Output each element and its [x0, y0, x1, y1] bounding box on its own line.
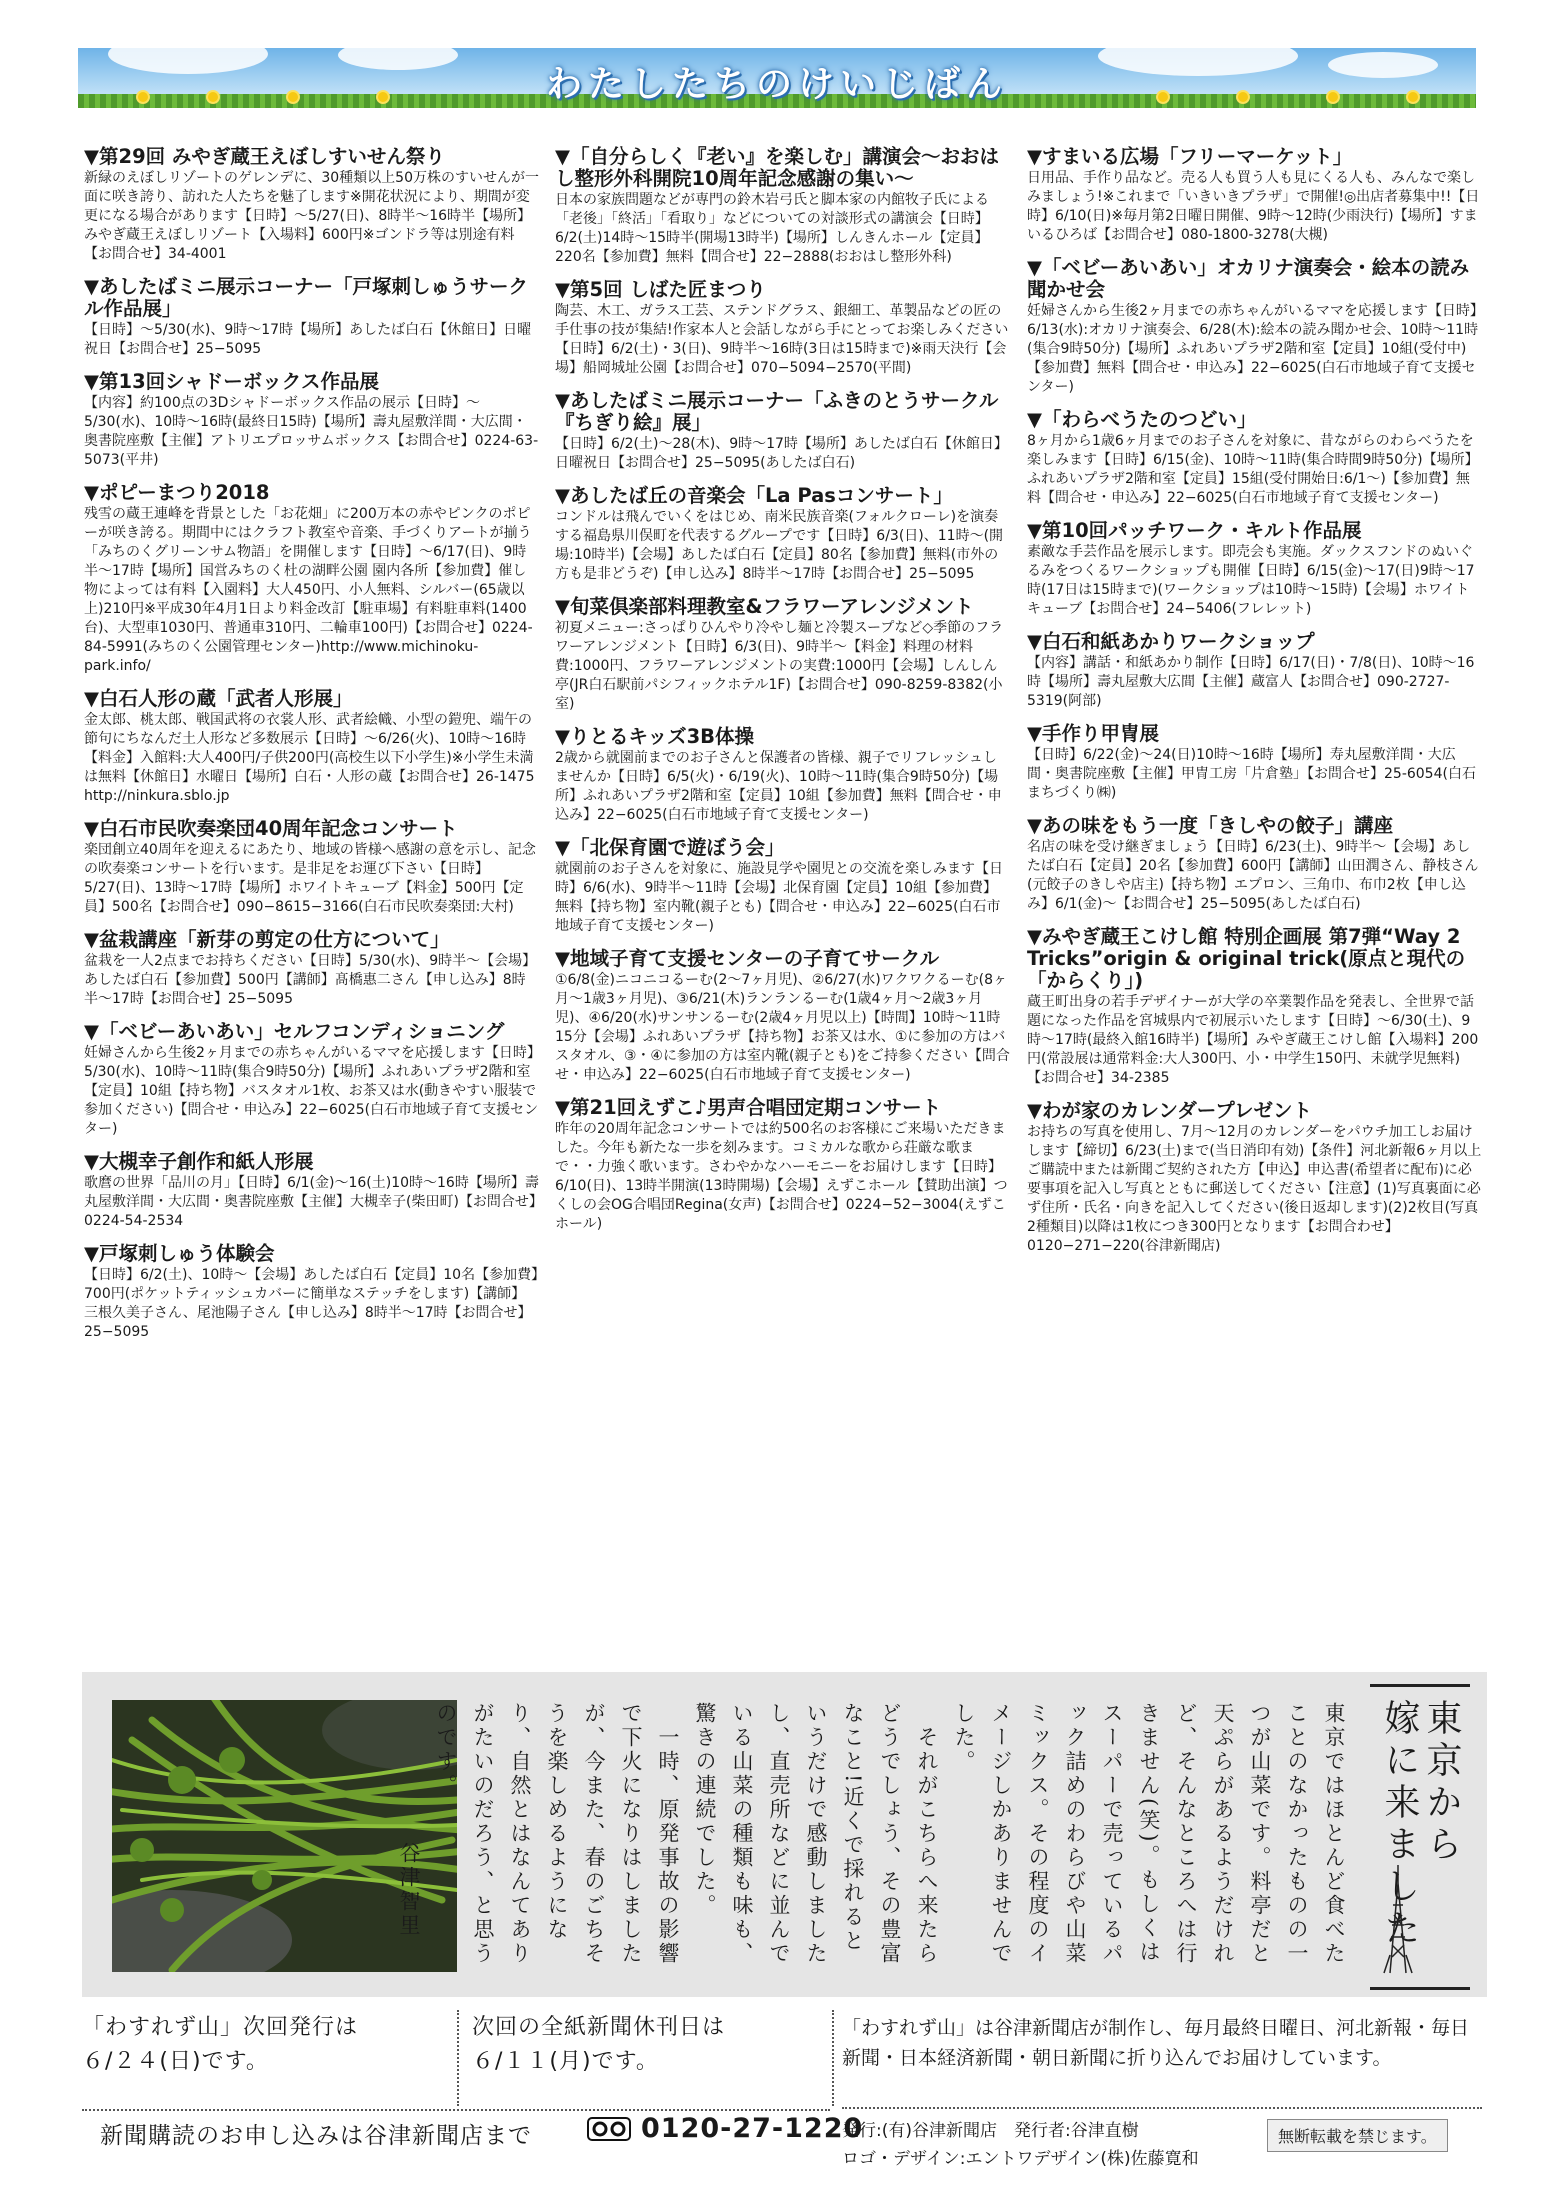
event-details: 盆栽を一人2点までお持ちください【日時】5/30(水)、9時半〜【会場】あしたば白石【参加費】500円【講師】髙橋惠二さん【申し込み】8時半〜17時【お問合せ】25−5095: [84, 953, 537, 1007]
event-item: [84, 929, 539, 1009]
event-title: ▼戸塚刺しゅう体験会: [84, 1242, 275, 1265]
essay-title-frame: [1370, 1684, 1470, 1990]
event-item: [555, 837, 1010, 936]
event-details: お持ちの写真を使用し、7月〜12月のカレンダーをパウチ加工しお届けします【締切】6/23(土)まで(当日消印有効)【条件】河北新報6ヶ月以上ご購読中または新聞ご契約された方【申込】申込書(希望者に配布)に必要事項を記入し写真とともに郵送してください【注意】(1)写真裏面に必ず住所・氏名・向きを記入してください(後日返却します)(2)2枚目(写真2種類目)以降は1枚につき300円となります【お問合わせ】0120−271−220(谷津新聞店): [1027, 1124, 1482, 1254]
event-title: ▼大槻幸子創作和紙人形展: [84, 1150, 314, 1173]
event-title: ▼あしたばミニ展示コーナー「戸塚刺しゅうサークル作品展」: [84, 275, 528, 320]
event-item: [84, 1243, 539, 1342]
event-item: [1027, 926, 1482, 1088]
event-title: ▼あしたば丘の音楽会「La Pasコンサート」: [555, 484, 953, 507]
event-details: 歌麿の世界「品川の月」【日時】6/1(金)〜16(土)10時〜16時【場所】壽丸屋敷洋間・大広間・奥書院座敷【主催】大槻幸子(柴田町)【お問合せ】0224-54-2534: [84, 1175, 539, 1229]
event-details: 初夏メニュー:さっぱりひんやり冷やし麺と冷製スープなど◇季節のフラワーアレンジメント【日時】6/3(日)、9時半〜【料金】料理の材料費:1000円、フラワーアレンジメントの実費:1000円【会場】しんしん亭(JR白石駅前パシフィックホテル1F)【お問合せ】090-8259-8382(小室): [555, 620, 1004, 712]
essay-author: 谷津智里: [397, 1842, 421, 1938]
event-details: 【日時】6/2(土)、10時〜【会場】あしたば白石【定員】10名【参加費】700円(ポケットティッシュカバーに簡単なステッチをします)【講師】三根久美子さん、尾池陽子さん【申し込み】8時半〜17時【お問合せ】25−5095: [84, 1267, 539, 1340]
phone-number[interactable]: 0120-27-1220: [641, 2113, 864, 2144]
event-title: ▼「わらべうたのつどい」: [1027, 408, 1257, 431]
essay-title: 東京から 嫁に来ました: [1379, 1699, 1462, 1951]
event-title: ▼りとるキッズ3B体操: [555, 725, 755, 748]
essay-paragraphs: 東京ではほとんど食べたことのなかったものの一つが山菜です。料亭だと天ぷらがあるようだけれど、そんなところへは行きません(笑)。もしくはスーパーで売っているパック詰めのわらびや山菜ミックス。その程度のイメージしかありませんでした。 それがこちらへ来たらどうでしょう、その豊富なこと!近くで採れるというだけで感動しましたし、直売所などに並んでいる山菜の種類も味も、驚きの連続でした。 一時、原発事故の影響で下火になりはしましたが、今また、春のごちそうを楽しめるようになり、自然とはなんてありがたいのだろう、と思うのです。: [434, 1702, 1346, 1966]
event-title: ▼白石和紙あかりワークショップ: [1027, 630, 1315, 653]
event-details: 名店の味を受け継ぎましょう【日時】6/23(土)、9時半〜【会場】あしたば白石【定員】20名【参加費】600円【講師】山田潤さん、静枝さん(元餃子のきしや店主)【持ち物】エプロン、三角巾、布巾2枚【申し込み】6/1(金)〜【お問合せ】25−5095(あしたば白石): [1027, 839, 1479, 912]
event-item: [1027, 815, 1482, 914]
event-item: [1027, 631, 1482, 711]
event-details: 新緑のえぼしリゾートのゲレンデに、30種類以上50万株のすいせんが一面に咲き誇り、訪れた人たちを魅了します※開花状況により、期間が変更になる場合があります【日時】〜5/27(日)、8時半〜16時半【場所】みやぎ蔵王えぼしリゾート【入場料】600円※ゴンドラ等は別途有料【お問合せ】34-4001: [84, 170, 539, 262]
event-title: ▼第5回 しばた匠まつり: [555, 278, 766, 301]
event-title: ▼あしたばミニ展示コーナー「ふきのとうサークル『ちぎり絵』展」: [555, 389, 999, 434]
event-item: [555, 596, 1010, 714]
event-title: ▼白石市民吹奏楽団40周年記念コンサート: [84, 817, 458, 840]
event-item: [1027, 257, 1482, 397]
event-details: 陶芸、木工、ガラス工芸、ステンドグラス、銀細工、革製品などの匠の手仕事の技が集結!作家本人と会話しながら手にとってお楽しみください【日時】6/2(土)・3(日)、9時半〜16時(3日は15時まで)※雨天決行【会場】船岡城址公園【お問合せ】070−5094−2570(平間): [555, 303, 1009, 376]
event-title: ▼「自分らしく『老い』を楽しむ」講演会〜おおはし整形外科開院10周年記念感謝の集い〜: [555, 145, 999, 190]
event-item: [84, 818, 539, 917]
about-text: 「わすれず山」は谷津新聞店が制作し、毎月最終日曜日、河北新報・毎日新聞・日本経済新聞・朝日新聞に折り込んでお届けしています。: [842, 2017, 1470, 2069]
event-item: [555, 146, 1010, 267]
event-item: [555, 390, 1010, 473]
event-title: ▼「ベビーあいあい」セルフコンディショニング: [84, 1020, 505, 1043]
publisher-credits: 発行:(有)谷津新聞店 発行者:谷津直樹 ロゴ・デザイン:エントワデザイン(株)佐藤寛和: [842, 2121, 1199, 2169]
event-title: ▼「ベビーあいあい」オカリナ演奏会・絵本の読み聞かせ会: [1027, 256, 1470, 301]
event-item: [84, 482, 539, 676]
next-issue-info: 「わすれず山」次回発行は ６/２４(日)です。: [82, 2015, 359, 2074]
event-details: 【日時】6/2(土)〜28(木)、9時〜17時【場所】あしたば白石【休館日】日曜祝日【お問合せ】25−5095(あしたば白石): [555, 436, 1008, 471]
subscribe-text: 新聞購読のお申し込みは谷津新聞店まで: [100, 2123, 532, 2149]
footer-divider: [457, 2010, 459, 2106]
event-column-3: [1027, 146, 1482, 1268]
event-title: ▼第29回 みやぎ蔵王えぼしすいせん祭り: [84, 145, 445, 168]
event-column-2: [555, 146, 1010, 1246]
event-title: ▼盆栽講座「新芽の剪定の仕方について」: [84, 928, 450, 951]
event-details: 【内容】講話・和紙あかり制作【日時】6/17(日)・7/8(日)、10時〜16時【場所】壽丸屋敷大広間【主催】蔵富人【お問合せ】090-2727-5319(阿部): [1027, 655, 1475, 709]
footer: [82, 2005, 1487, 2170]
event-details: 日用品、手作り品など。売る人も買う人も見にくる人も、みんなで楽しみましょう!※これまで「いきいきプラザ」で開催!◎出店者募集中!!【日時】6/10(日)※毎月第2日曜日開催、9時〜12時(少雨決行)【場所】すまいるひろば【お問合せ】080-1800-3278(大槻): [1027, 170, 1480, 243]
event-details: 蔵王町出身の若手デザイナーが大学の卒業製作品を発表し、全世界で話題になった作品を宮城県内で初展示いたします【日時】〜6/30(土)、9時〜17時(最終入館16時半)【場所】みやぎ蔵王こけし館【入場料】200円(常設展は通常料金:大人300円、小・中学生150円、未就学児無料)【お問合せ】34-2385: [1027, 994, 1479, 1086]
event-details: 楽団創立40周年を迎えるにあたり、地域の皆様へ感謝の意を示し、記念の吹奏楽コンサートを行います。是非足をお運び下さい【日時】5/27(日)、13時〜17時【場所】ホワイトキューブ【料金】500円【定員】500名【お問合せ】090−8615−3166(白石市民吹奏楽団:大村): [84, 842, 536, 915]
event-details: 【日時】〜5/30(水)、9時〜17時【場所】あしたば白石【休館日】日曜祝日【お問合せ】25−5095: [84, 322, 532, 357]
event-details: 8ヶ月から1歳6ヶ月までのお子さんを対象に、昔ながらのわらべうたを楽しみます【日時】6/15(金)、10時〜11時(集合時間9時50分)【場所】ふれあいプラザ2階和室【定員】15組(受付開始日:6/1〜)【参加費】無料【問合せ・申込み】22−6025(白石市地域子育て支援センター): [1027, 433, 1479, 506]
event-item: [555, 279, 1010, 378]
event-details: 日本の家族問題などが専門の鈴木岩弓氏と脚本家の内館牧子氏による「老後」「終活」「看取り」などについての対談形式の講演会【日時】6/2(土)14時〜15時半(開場13時半)【場所】しんきんホール【定員】220名【参加費】無料【問合せ】22−2888(おおはし整形外科): [555, 192, 989, 265]
event-title: ▼旬菜倶楽部料理教室&フラワーアレンジメント: [555, 595, 974, 618]
event-title: ▼わが家のカレンダープレゼント: [1027, 1099, 1312, 1122]
event-item: [1027, 723, 1482, 803]
page-title: わたしたちのけいじばん: [545, 64, 1008, 105]
event-column-1: [84, 146, 539, 1354]
header-banner: [78, 48, 1476, 108]
phone-block: [587, 2113, 863, 2144]
event-item: [84, 146, 539, 264]
event-item: [1027, 1100, 1482, 1256]
event-item: [84, 1021, 539, 1139]
event-details: ①6/8(金)ニコニコるーむ(2〜7ヶ月児)、②6/27(水)ワクワクるーむ(8ヶ月〜1歳3ヶ月児)、③6/21(木)ランランるーむ(1歳4ヶ月〜2歳3ヶ月児)、④6/20(水)サンサンるーむ(2歳4ヶ月児以上)【時間】10時〜11時15分【会場】ふれあいプラザ【持ち物】お茶又は水、①に参加の方はバスタオル、③・④に参加の方は室内靴(親子とも)をご持参ください【問合せ・申込み】22−6025(白石市地域子育て支援センター): [555, 972, 1010, 1083]
event-item: [84, 371, 539, 470]
tokyo-tower-icon: [1378, 1865, 1418, 1975]
event-item: [555, 485, 1010, 584]
event-details: 昨年の20周年記念コンサートでは約500名のお客様にご来場いただきました。今年も新たな一歩を刻みます。コミカルな歌から荘厳な歌まで・・力強く歌います。さわやかなハーモニーをお届けします【日時】6/10(日)、13時半開演(13時開場)【会場】えずこホール【賛助出演】つくしの会OG合唱団Regina(女声)【お問合せ】0224−52−3004(えずこホール): [555, 1121, 1008, 1232]
event-item: [1027, 409, 1482, 508]
holiday-info: 次回の全紙新聞休刊日は ６/１１(月)です。: [472, 2015, 726, 2074]
event-title: ▼第13回シャドーボックス作品展: [84, 370, 380, 393]
event-item: [555, 1097, 1010, 1234]
event-title: ▼みやぎ蔵王こけし館 特別企画展 第7弾“Way 2 Tricks”origin & original trick(原点と現代の「からくり」): [1027, 925, 1466, 992]
footer-divider: [832, 2010, 834, 2106]
event-title: ▼すまいる広場「フリーマーケット」: [1027, 145, 1353, 168]
event-details: 素敵な手芸作品を展示します。即売会も実施。ダックスフンドのぬいぐるみをつくるワークショップも開催【日時】6/15(金)〜17(日)9時〜17時(17日は15時まで)(ワークショップは10時〜15時)【会場】ホワイトキューブ【お問合せ】24−5406(フレレット): [1027, 544, 1475, 617]
event-details: 就園前のお子さんを対象に、施設見学や園児との交流を楽しみます【日時】6/6(水)、9時半〜11時【会場】北保育園【定員】10組【参加費】無料【持ち物】室内靴(親子とも)【問合せ・申込み】22−6025(白石市地域子育て支援センター): [555, 861, 1003, 934]
event-title: ▼ポピーまつり2018: [84, 481, 270, 504]
event-item: [555, 948, 1010, 1085]
event-title: ▼第21回えずこ♪男声合唱団定期コンサート: [555, 1096, 942, 1119]
event-title: ▼「北保育園で遊ぼう会」: [555, 836, 785, 859]
footer-divider: [842, 2107, 1482, 2109]
copyright-notice: 無断転載を禁じます。: [1267, 2119, 1448, 2152]
event-details: 【日時】6/22(金)〜24(日)10時〜16時【場所】寿丸屋敷洋間・大広間・奥書院座敷【主催】甲冑工房「片倉塾」【お問合せ】25-6054(白石まちづくり㈱): [1027, 747, 1476, 801]
event-details: 2歳から就園前までのお子さんと保護者の皆様、親子でリフレッシュしませんか【日時】6/5(火)・6/19(火)、10時〜11時(集合9時50分)【場所】ふれあいプラザ2階和室【定員】10組【参加費】無料【問合せ・申込み】22−6025(白石市地域子育て支援センター): [555, 750, 1002, 823]
essay-section: [82, 1672, 1487, 1997]
event-details: 妊婦さんから生後2ヶ月までの赤ちゃんがいるママを応援します【日時】6/13(水):オカリナ演奏会、6/28(木):絵本の読み聞かせ会、10時〜11時(集合9時50分)【場所】ふれあいプラザ2階和室【定員】10組(受付中)【参加費】無料【問合せ・申込み】22−6025(白石市地域子育て支援センター): [1027, 303, 1479, 395]
event-item: [555, 726, 1010, 825]
event-item: [84, 1151, 539, 1231]
footer-divider: [82, 2109, 830, 2111]
event-details: 【内容】約100点の3Dシャドーボックス作品の展示【日時】〜5/30(水)、10時〜16時(最終日15時)【場所】壽丸屋敷洋間・大広間・奥書院座敷【主催】アトリエプロッサムボックス【お問合せ】0224-63-5073(平井): [84, 395, 539, 468]
event-item: [84, 688, 539, 806]
event-title: ▼手作り甲冑展: [1027, 722, 1159, 745]
event-item: [1027, 520, 1482, 619]
event-details: 金太郎、桃太郎、戦国武将の衣裳人形、武者絵幟、小型の鎧兜、端午の節句にちなんだ土人形など多数展示【日時】〜6/26(火)、10時〜16時【料金】入館料:大人400円/子供200円(高校生以下小学生)※小学生未満は無料【休館日】水曜日【場所】白石・人形の蔵【お問合せ】26-1475 http://ninkura.sblo.jp: [84, 712, 535, 804]
free-dial-icon: [587, 2117, 631, 2141]
event-title: ▼白石人形の蔵「武者人形展」: [84, 687, 353, 710]
event-item: [1027, 146, 1482, 245]
event-item: [84, 276, 539, 359]
event-title: ▼第10回パッチワーク・キルト作品展: [1027, 519, 1362, 542]
event-title: ▼あの味をもう一度「きしやの餃子」講座: [1027, 814, 1393, 837]
event-details: 妊婦さんから生後2ヶ月までの赤ちゃんがいるママを応援します【日時】5/30(水)、10時〜11時(集合9時50分)【場所】ふれあいプラザ2階和室【定員】10組【持ち物】バスタオル1枚、お茶又は水(動きやすい服装で参加ください)【問合せ・申込み】22−6025(白石市地域子育て支援センター): [84, 1045, 539, 1137]
event-details: コンドルは飛んでいくをはじめ、南米民族音楽(フォルクローレ)を演奏する福島県川俣町を代表するグループです【日時】6/3(日)、11時〜(開場:10時半)【会場】あしたば白石【定員】80名【参加費】無料(市外の方も是非どうぞ)【申し込み】8時半〜17時【お問合せ】25−5095: [555, 509, 1004, 582]
essay-body: [397, 1702, 1352, 1972]
event-details: 残雪の蔵王連峰を背景とした「お花畑」に200万本の赤やピンクのポピーが咲き誇る。期間中にはクラフト教室や音楽、手づくりアートが揃う「みちのくグリーンサム物語」を開催します【日時】〜6/17(日)、9時半〜17時【場所】国営みちのく杜の湖畔公園 園内各所【参加費】催し物によっては有料【入園料】大人450円、小人無料、シルバー(65歳以上)210円※平成30年4月1日より料金改訂【駐車場】有料駐車料(1400台)、大型車1030円、普通車310円、二輪車100円)【お問合せ】0224-84-5991(みちのく公園管理センター)http://www.michinoku-park.info/: [84, 506, 533, 674]
event-title: ▼地域子育て支援センターの子育てサークル: [555, 947, 940, 970]
